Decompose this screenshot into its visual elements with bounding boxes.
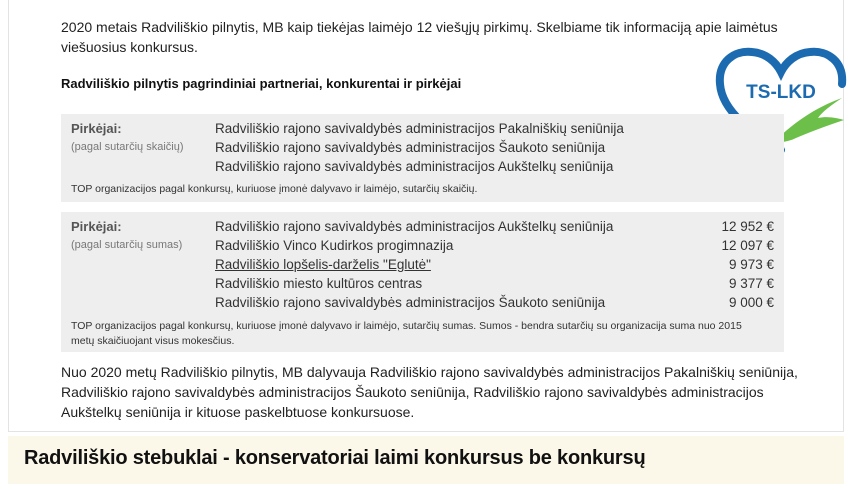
related-article-bar[interactable] xyxy=(8,436,844,484)
buyers-sublabel: (pagal sutarčių skaičių) xyxy=(71,141,184,153)
outro-paragraph: Nuo 2020 metų Radviliškio pilnytis, MB dalyvauja Radviliškio rajono savivaldybės administracijos Pakalniškių seniūnija, Radviliškio rajono savivaldybės administracijos Šaukoto seniūnija, Radviliškio rajono savivaldybės administracijos Aukštelkų seniūnija ir kituose paskelbtuose konkursuose. xyxy=(61,364,798,420)
buyers-by-count-note: TOP organizacijos pagal konkursų, kuriuose įmonė dalyvavo ir laimėjo, sutarčių skaičių. xyxy=(71,183,478,195)
buyer-name: Radviliškio Vinco Kudirkos progimnazija xyxy=(215,238,454,253)
contract-amount: 9 000 € xyxy=(728,295,774,310)
buyer-name: Radviliškio rajono savivaldybės administracijos Aukštelkų seniūnija xyxy=(215,219,614,234)
buyers-by-sum-box xyxy=(61,212,784,352)
buyers-by-sum-list xyxy=(215,217,774,312)
list-item xyxy=(215,157,774,176)
list-item xyxy=(215,217,774,236)
logo-bird xyxy=(774,98,844,142)
buyer-name: Radviliškio miesto kultūros centras xyxy=(215,276,423,291)
intro-paragraph: 2020 metais Radviliškio pilnytis, MB kaip tiekėjas laimėjo 12 viešųjų pirkimų. Skelbiame tik informaciją apie laimėtus viešuosius konkursus. xyxy=(61,19,778,55)
buyers-label: Pirkėjai: xyxy=(71,219,122,234)
buyers-by-sum-note: TOP organizacijos pagal konkursų, kuriuose įmonė dalyvavo ir laimėjo, sutarčių sumas. Sumos - bendra sutarčių su organizacija suma nuo 2015 metų skaičiuojant visus mokesčius. xyxy=(71,320,742,347)
list-item xyxy=(215,119,774,138)
buyer-name: Radviliškio rajono savivaldybės administracijos Pakalniškių seniūnija xyxy=(215,121,624,136)
buyers-by-count-list xyxy=(215,119,774,176)
buyer-name: Radviliškio rajono savivaldybės administracijos Šaukoto seniūnija xyxy=(215,295,606,310)
contract-amount: 9 973 € xyxy=(728,257,774,272)
related-article-title[interactable]: Radviliškio stebuklai - konservatoriai laimi konkursus be konkursų xyxy=(24,447,646,469)
buyer-name: Radviliškio rajono savivaldybės administracijos Aukštelkų seniūnija xyxy=(215,159,614,174)
list-item xyxy=(215,236,774,255)
contract-amount: 9 377 € xyxy=(728,276,774,291)
list-item xyxy=(215,138,774,157)
buyer-link[interactable]: Radviliškio lopšelis-darželis "Eglutė" xyxy=(215,257,431,272)
list-item xyxy=(215,274,774,293)
list-item xyxy=(215,293,774,312)
buyers-sublabel: (pagal sutarčių sumas) xyxy=(71,239,183,251)
contract-amount: 12 097 € xyxy=(721,238,774,253)
contract-amount: 12 952 € xyxy=(721,219,774,234)
list-item[interactable] xyxy=(215,255,774,274)
buyers-label: Pirkėjai: xyxy=(71,121,122,136)
partners-heading: Radviliškio pilnytis pagrindiniai partneriai, konkurentai ir pirkėjai xyxy=(61,76,462,91)
logo-text: TS-LKD xyxy=(746,82,816,103)
buyers-by-count-box xyxy=(61,114,784,202)
buyer-name: Radviliškio rajono savivaldybės administracijos Šaukoto seniūnija xyxy=(215,140,606,155)
